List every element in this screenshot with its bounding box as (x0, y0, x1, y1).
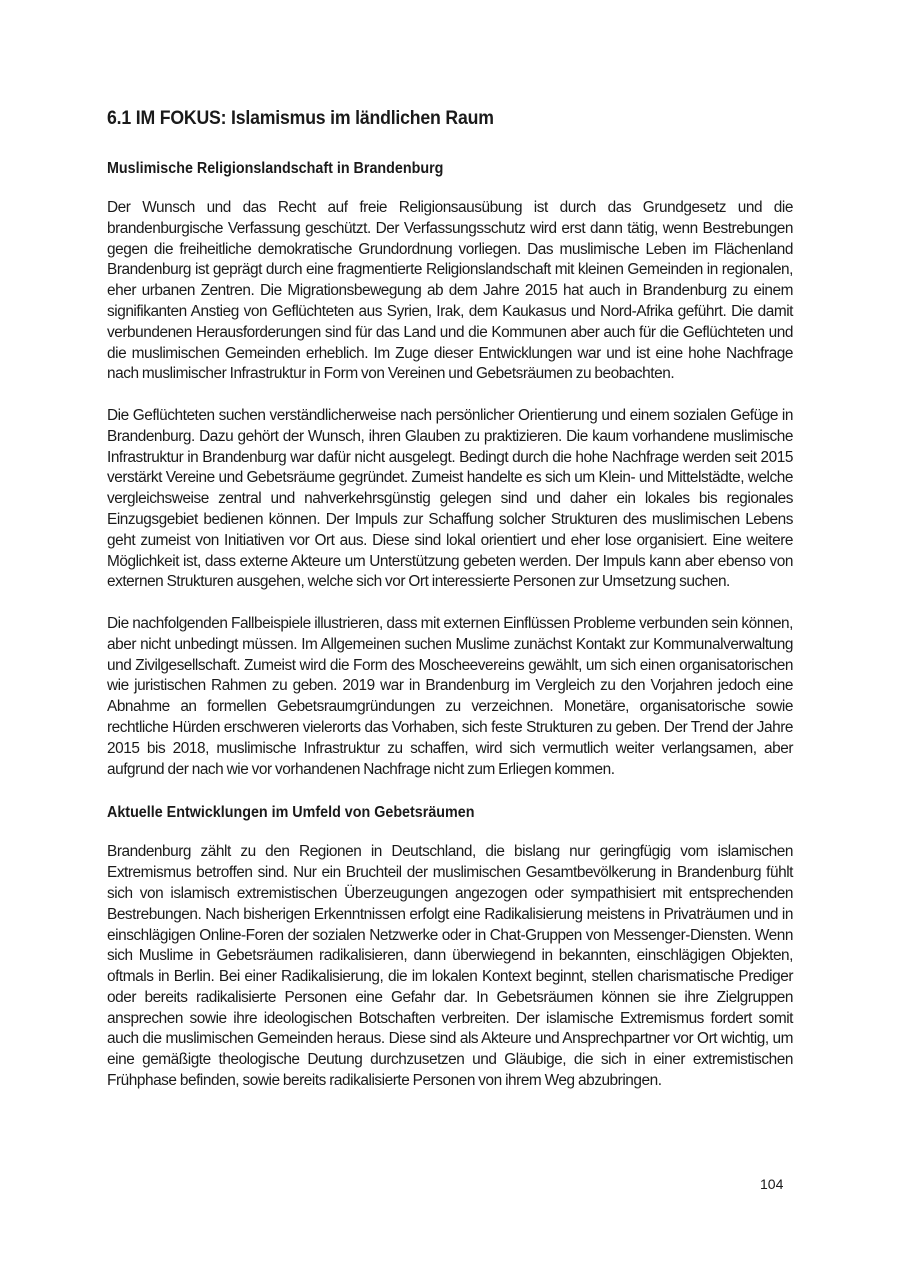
subsection-heading-religious-landscape: Muslimische Religionslandschaft in Brandenburg (107, 160, 444, 177)
subsection-heading-current-developments: Aktuelle Entwicklungen im Umfeld von Gebetsräumen (107, 804, 475, 822)
page-number: 104 (760, 1176, 784, 1192)
paragraph: Der Wunsch und das Recht auf freie Religionsausübung ist durch das Grundgesetz und die brandenburgische Verfassung geschützt. Der Verfassungsschutz wird erst dann tätig, wenn Bestrebungen gegen die freiheitliche demokratische Grundordnung vorliegen. Das muslimische Leben im Flächenland Brandenburg ist geprägt durch eine fragmentierte Religionslandschaft mit kleinen Gemeinden in regionalen, eher urbanen Zentren. Die Migrationsbewegung ab dem Jahre 2015 hat auch in Brandenburg zu einem signifikanten Anstieg von Geflüchteten aus Syrien, Irak, dem Kaukasus und Nord-Afrika geführt. Die damit verbundenen Herausforderungen sind für das Land und die Kommunen aber auch für die Geflüchteten und die muslimischen Gemeinden erheblich. Im Zuge dieser Entwicklungen war und ist eine hohe Nachfrage nach muslimischer Infrastruktur in Form von Vereinen und Gebetsräumen zu beobachten. (107, 199, 793, 383)
paragraph: Brandenburg zählt zu den Regionen in Deutschland, die bislang nur geringfügig vom islamischen Extremismus betroffen sind. Nur ein Bruchteil der muslimischen Gesamtbevölkerung in Brandenburg fühlt sich von islamisch extremistischen Überzeugungen angezogen oder sympathisiert mit entsprechenden Bestrebungen. Nach bisherigen Erkenntnissen erfolgt eine Radikalisierung meistens in Privaträumen und in einschlägigen Online-Foren der sozialen Netzwerke oder in Chat-Gruppen von Messenger-Diensten. Wenn sich Muslime in Gebetsräumen radikalisieren, dann überwiegend in bekannten, einschlägigen Objekten, oftmals in Berlin. Bei einer Radikalisierung, die im lokalen Kontext beginnt, stellen charismatische Prediger oder bereits radikalisierte Personen eine Gefahr dar. In Gebetsräumen können sie ihre Zielgruppen ansprechen sowie ihre ideologischen Botschaften verbreiten. Der islamische Extremismus fordert somit auch die muslimischen Gemeinden heraus. Diese sind als Akteure und Ansprechpartner vor Ort wichtig, um eine gemäßigte theologische Deutung durchzusetzen und Gläubige, die sich in einer extremistischen Frühphase befinden, sowie bereits radikalisierte Personen von ihrem Weg abzubringen. (107, 843, 793, 1090)
document-page (107, 106, 793, 1113)
section-title: 6.1 IM FOKUS: Islamismus im ländlichen Raum (107, 108, 494, 129)
paragraph: Die nachfolgenden Fallbeispiele illustrieren, dass mit externen Einflüssen Probleme verbunden sein können, aber nicht unbedingt müssen. Im Allgemeinen suchen Muslime zunächst Kontakt zur Kommunalverwaltung und Zivilgesellschaft. Zumeist wird die Form des Moscheevereins gewählt, um sich einen organisatorischen wie juristischen Rahmen zu geben. 2019 war in Brandenburg im Vergleich zu den Vorjahren jedoch eine Abnahme an formellen Gebetsraumgründungen zu verzeichnen. Monetäre, organisatorische sowie rechtliche Hürden erschweren vielerorts das Vorhaben, sich feste Strukturen zu geben. Der Trend der Jahre 2015 bis 2018, muslimische Infrastruktur zu schaffen, wird sich vermutlich weiter verlangsamen, aber aufgrund der nach wie vor vorhandenen Nachfrage nicht zum Erliegen kommen. (107, 614, 793, 778)
paragraph: Die Geflüchteten suchen verständlicherweise nach persönlicher Orientierung und einem sozialen Gefüge in Brandenburg. Dazu gehört der Wunsch, ihren Glauben zu praktizieren. Die kaum vorhandene muslimische Infrastruktur in Brandenburg war dafür nicht ausgelegt. Bedingt durch die hohe Nachfrage werden seit 2015 verstärkt Vereine und Gebetsräume gegründet. Zumeist handelte es sich um Klein- und Mittelstädte, welche vergleichsweise zentral und nahverkehrsgünstig gelegen sind und daher ein lokales bis regionales Einzugsgebiet bedienen können. Der Impuls zur Schaffung solcher Strukturen des muslimischen Lebens geht zumeist von Initiativen vor Ort aus. Diese sind lokal orientiert und eher lose organisiert. Eine weitere Möglichkeit ist, dass externe Akteure um Unterstützung gebeten werden. Der Impuls kann aber ebenso von externen Strukturen ausgehen, welche sich vor Ort interessierte Personen zur Umsetzung suchen. (107, 406, 793, 591)
